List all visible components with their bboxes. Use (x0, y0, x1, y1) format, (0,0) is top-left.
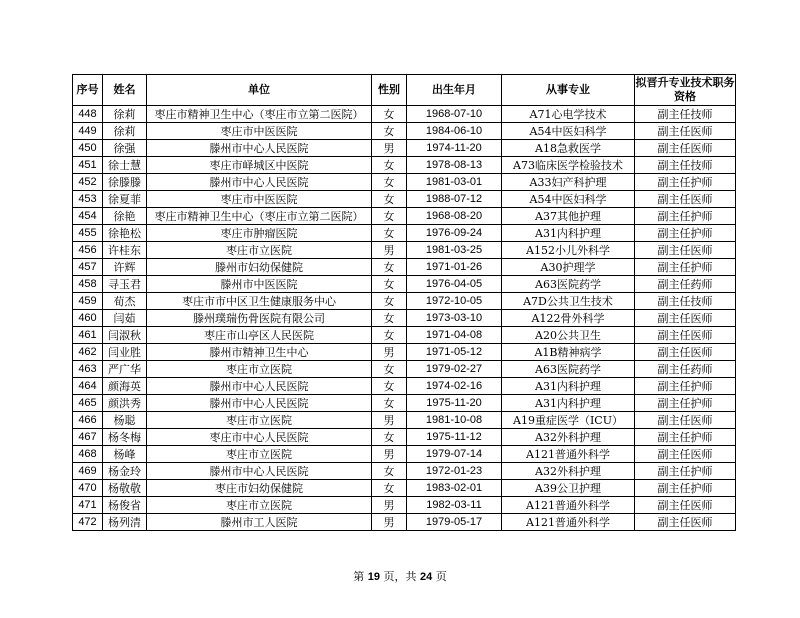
roster-body (73, 106, 736, 531)
cell-title: 副主任护师 (635, 378, 736, 395)
cell-gender: 女 (372, 395, 407, 412)
cell-title: 副主任护师 (635, 174, 736, 191)
table-row (73, 191, 736, 208)
cell-gender: 女 (372, 259, 407, 276)
table-row (73, 497, 736, 514)
cell-specialty: A152小儿外科学 (502, 242, 635, 259)
footer-suffix: 页 (435, 570, 447, 583)
cell-unit: 滕州市精神卫生中心 (147, 344, 372, 361)
header-name: 姓名 (103, 75, 147, 106)
cell-index: 465 (73, 395, 103, 412)
cell-index: 469 (73, 463, 103, 480)
cell-birth-date: 1988-07-12 (407, 191, 502, 208)
table-header-row (73, 75, 736, 106)
cell-gender: 女 (372, 225, 407, 242)
cell-gender: 男 (372, 242, 407, 259)
cell-specialty: A7D公共卫生技术 (502, 293, 635, 310)
cell-birth-date: 1968-08-20 (407, 208, 502, 225)
cell-name: 杨金玲 (103, 463, 147, 480)
cell-birth-date: 1979-05-17 (407, 514, 502, 531)
cell-gender: 女 (372, 208, 407, 225)
cell-unit: 滕州市中心人民医院 (147, 174, 372, 191)
cell-name: 严广华 (103, 361, 147, 378)
cell-birth-date: 1978-08-13 (407, 157, 502, 174)
cell-specialty: A122骨外科学 (502, 310, 635, 327)
cell-specialty: A18急救医学 (502, 140, 635, 157)
table-row (73, 208, 736, 225)
cell-unit: 滕州市中心人民医院 (147, 140, 372, 157)
cell-gender: 女 (372, 480, 407, 497)
cell-specialty: A37其他护理 (502, 208, 635, 225)
cell-gender: 男 (372, 497, 407, 514)
cell-gender: 女 (372, 123, 407, 140)
table-row (73, 174, 736, 191)
cell-name: 徐士慧 (103, 157, 147, 174)
cell-name: 闫业胜 (103, 344, 147, 361)
cell-index: 458 (73, 276, 103, 293)
table-row (73, 446, 736, 463)
cell-gender: 女 (372, 463, 407, 480)
cell-title: 副主任护师 (635, 480, 736, 497)
cell-title: 副主任医师 (635, 140, 736, 157)
cell-index: 464 (73, 378, 103, 395)
roster-table (72, 74, 736, 531)
cell-name: 杨敬敬 (103, 480, 147, 497)
cell-title: 副主任护师 (635, 208, 736, 225)
cell-title: 副主任医师 (635, 191, 736, 208)
cell-unit: 枣庄市精神卫生中心（枣庄市立第二医院） (147, 106, 372, 123)
cell-gender: 女 (372, 276, 407, 293)
cell-gender: 女 (372, 106, 407, 123)
cell-title: 副主任护师 (635, 463, 736, 480)
cell-birth-date: 1974-02-16 (407, 378, 502, 395)
cell-title: 副主任护师 (635, 395, 736, 412)
cell-unit: 枣庄市中医医院 (147, 191, 372, 208)
cell-specialty: A54中医妇科学 (502, 123, 635, 140)
cell-name: 徐莉 (103, 106, 147, 123)
cell-birth-date: 1983-02-01 (407, 480, 502, 497)
cell-gender: 女 (372, 157, 407, 174)
cell-title: 副主任医师 (635, 327, 736, 344)
cell-name: 闫淑秋 (103, 327, 147, 344)
table-row (73, 344, 736, 361)
cell-name: 徐夏菲 (103, 191, 147, 208)
cell-gender: 男 (372, 140, 407, 157)
cell-unit: 滕州市工人医院 (147, 514, 372, 531)
cell-specialty: A30护理学 (502, 259, 635, 276)
cell-name: 荀杰 (103, 293, 147, 310)
cell-name: 徐滕滕 (103, 174, 147, 191)
cell-unit: 滕州市中心人民医院 (147, 463, 372, 480)
cell-name: 寻玉君 (103, 276, 147, 293)
cell-name: 徐艳松 (103, 225, 147, 242)
cell-gender: 女 (372, 293, 407, 310)
cell-unit: 枣庄市肿瘤医院 (147, 225, 372, 242)
header-index: 序号 (73, 75, 103, 106)
table-row (73, 361, 736, 378)
cell-index: 459 (73, 293, 103, 310)
cell-unit: 枣庄市中心人民医院 (147, 429, 372, 446)
cell-name: 杨俊省 (103, 497, 147, 514)
table-row (73, 157, 736, 174)
cell-gender: 男 (372, 514, 407, 531)
table-row (73, 123, 736, 140)
cell-index: 463 (73, 361, 103, 378)
cell-specialty: A20公共卫生 (502, 327, 635, 344)
cell-birth-date: 1979-02-27 (407, 361, 502, 378)
header-specialty: 从事专业 (502, 75, 635, 106)
cell-unit: 滕州市妇幼保健院 (147, 259, 372, 276)
cell-gender: 女 (372, 361, 407, 378)
table-row (73, 378, 736, 395)
cell-gender: 女 (372, 174, 407, 191)
cell-birth-date: 1984-06-10 (407, 123, 502, 140)
cell-birth-date: 1968-07-10 (407, 106, 502, 123)
cell-index: 471 (73, 497, 103, 514)
cell-gender: 男 (372, 446, 407, 463)
cell-specialty: A32外科护理 (502, 463, 635, 480)
cell-birth-date: 1972-10-05 (407, 293, 502, 310)
table-row (73, 225, 736, 242)
table-row (73, 327, 736, 344)
table-row (73, 140, 736, 157)
cell-index: 453 (73, 191, 103, 208)
cell-name: 许桂东 (103, 242, 147, 259)
cell-gender: 女 (372, 378, 407, 395)
cell-specialty: A31内科护理 (502, 395, 635, 412)
cell-name: 杨冬梅 (103, 429, 147, 446)
cell-gender: 女 (372, 327, 407, 344)
cell-title: 副主任药师 (635, 276, 736, 293)
cell-unit: 枣庄市妇幼保健院 (147, 480, 372, 497)
cell-name: 杨聪 (103, 412, 147, 429)
footer-prefix: 第 (353, 570, 365, 583)
cell-index: 452 (73, 174, 103, 191)
cell-birth-date: 1976-09-24 (407, 225, 502, 242)
cell-unit: 滕州市中心人民医院 (147, 395, 372, 412)
table-row (73, 242, 736, 259)
cell-unit: 枣庄市峄城区中医院 (147, 157, 372, 174)
cell-specialty: A121普通外科学 (502, 497, 635, 514)
footer-middle: 页，共 (383, 570, 417, 583)
cell-birth-date: 1972-01-23 (407, 463, 502, 480)
cell-index: 449 (73, 123, 103, 140)
cell-title: 副主任技师 (635, 293, 736, 310)
cell-gender: 女 (372, 191, 407, 208)
cell-name: 杨峰 (103, 446, 147, 463)
cell-specialty: A19重症医学（ICU） (502, 412, 635, 429)
cell-birth-date: 1981-03-25 (407, 242, 502, 259)
cell-name: 徐莉 (103, 123, 147, 140)
cell-birth-date: 1975-11-12 (407, 429, 502, 446)
cell-index: 455 (73, 225, 103, 242)
footer-page-number: 19 (367, 571, 380, 583)
cell-title: 副主任护师 (635, 259, 736, 276)
cell-index: 461 (73, 327, 103, 344)
cell-specialty: A54中医妇科学 (502, 191, 635, 208)
cell-title: 副主任技师 (635, 157, 736, 174)
table-row (73, 514, 736, 531)
cell-specialty: A33妇产科护理 (502, 174, 635, 191)
table-row (73, 293, 736, 310)
cell-unit: 枣庄市精神卫生中心（枣庄市立第二医院） (147, 208, 372, 225)
cell-title: 副主任医师 (635, 344, 736, 361)
cell-specialty: A121普通外科学 (502, 514, 635, 531)
cell-specialty: A63医院药学 (502, 276, 635, 293)
cell-unit: 滕州市中心人民医院 (147, 378, 372, 395)
cell-unit: 枣庄市立医院 (147, 497, 372, 514)
cell-title: 副主任技师 (635, 106, 736, 123)
cell-unit: 滕州璞瑞伤骨医院有限公司 (147, 310, 372, 327)
cell-index: 451 (73, 157, 103, 174)
cell-title: 副主任医师 (635, 123, 736, 140)
cell-index: 454 (73, 208, 103, 225)
cell-name: 许辉 (103, 259, 147, 276)
cell-title: 副主任医师 (635, 514, 736, 531)
cell-name: 颜洪秀 (103, 395, 147, 412)
cell-title: 副主任护师 (635, 429, 736, 446)
cell-specialty: A39公卫护理 (502, 480, 635, 497)
cell-name: 徐艳 (103, 208, 147, 225)
cell-index: 466 (73, 412, 103, 429)
cell-birth-date: 1973-03-10 (407, 310, 502, 327)
cell-gender: 女 (372, 429, 407, 446)
cell-gender: 女 (372, 310, 407, 327)
cell-specialty: A121普通外科学 (502, 446, 635, 463)
cell-name: 颜海英 (103, 378, 147, 395)
cell-title: 副主任医师 (635, 242, 736, 259)
cell-title: 副主任药师 (635, 361, 736, 378)
cell-specialty: A73临床医学检验技术 (502, 157, 635, 174)
footer-total-pages: 24 (420, 571, 433, 583)
cell-index: 468 (73, 446, 103, 463)
cell-title: 副主任护师 (635, 225, 736, 242)
cell-name: 徐强 (103, 140, 147, 157)
cell-unit: 枣庄市立医院 (147, 446, 372, 463)
cell-name: 杨列清 (103, 514, 147, 531)
header-title: 拟晋升专业技术职务资格 (635, 75, 736, 106)
cell-unit: 枣庄市立医院 (147, 412, 372, 429)
header-gender: 性别 (372, 75, 407, 106)
cell-specialty: A31内科护理 (502, 378, 635, 395)
cell-index: 450 (73, 140, 103, 157)
cell-index: 470 (73, 480, 103, 497)
table-row (73, 259, 736, 276)
table-row (73, 106, 736, 123)
cell-specialty: A63医院药学 (502, 361, 635, 378)
cell-title: 副主任医师 (635, 446, 736, 463)
header-birth-date: 出生年月 (407, 75, 502, 106)
cell-birth-date: 1979-07-14 (407, 446, 502, 463)
cell-unit: 枣庄市山亭区人民医院 (147, 327, 372, 344)
table-row (73, 310, 736, 327)
cell-title: 副主任医师 (635, 310, 736, 327)
table-row (73, 480, 736, 497)
cell-birth-date: 1975-11-20 (407, 395, 502, 412)
table-row (73, 463, 736, 480)
cell-birth-date: 1971-05-12 (407, 344, 502, 361)
cell-specialty: A31内科护理 (502, 225, 635, 242)
cell-title: 副主任医师 (635, 412, 736, 429)
page-footer (0, 568, 800, 584)
cell-gender: 男 (372, 344, 407, 361)
cell-index: 472 (73, 514, 103, 531)
cell-unit: 枣庄市市中区卫生健康服务中心 (147, 293, 372, 310)
cell-birth-date: 1976-04-05 (407, 276, 502, 293)
cell-birth-date: 1981-03-01 (407, 174, 502, 191)
table-row (73, 276, 736, 293)
cell-index: 457 (73, 259, 103, 276)
cell-specialty: A32外科护理 (502, 429, 635, 446)
cell-unit: 滕州市中医医院 (147, 276, 372, 293)
cell-index: 462 (73, 344, 103, 361)
cell-birth-date: 1981-10-08 (407, 412, 502, 429)
cell-index: 456 (73, 242, 103, 259)
table-row (73, 395, 736, 412)
cell-unit: 枣庄市立医院 (147, 361, 372, 378)
cell-specialty: A71心电学技术 (502, 106, 635, 123)
cell-name: 闫茹 (103, 310, 147, 327)
cell-birth-date: 1971-01-26 (407, 259, 502, 276)
cell-unit: 枣庄市立医院 (147, 242, 372, 259)
cell-specialty: A1B精神病学 (502, 344, 635, 361)
cell-index: 460 (73, 310, 103, 327)
cell-birth-date: 1971-04-08 (407, 327, 502, 344)
cell-gender: 男 (372, 412, 407, 429)
table-row (73, 412, 736, 429)
header-unit: 单位 (147, 75, 372, 106)
cell-unit: 枣庄市中医医院 (147, 123, 372, 140)
cell-birth-date: 1982-03-11 (407, 497, 502, 514)
cell-index: 448 (73, 106, 103, 123)
cell-birth-date: 1974-11-20 (407, 140, 502, 157)
cell-index: 467 (73, 429, 103, 446)
table-row (73, 429, 736, 446)
cell-title: 副主任医师 (635, 497, 736, 514)
